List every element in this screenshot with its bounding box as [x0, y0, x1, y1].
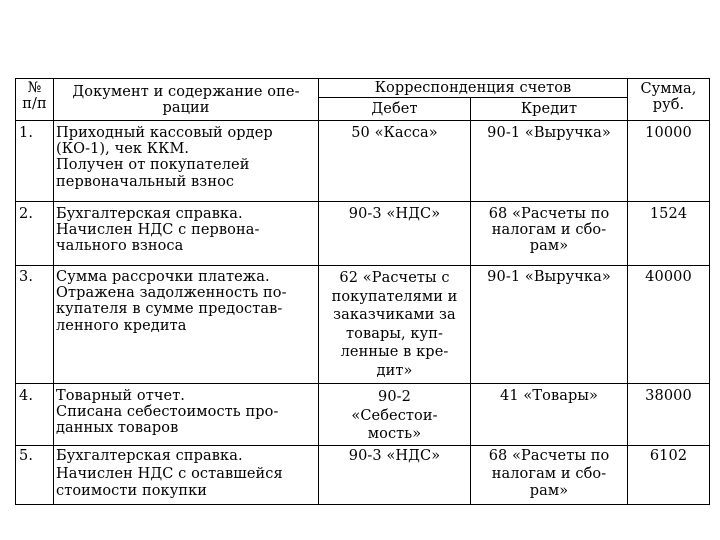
row-debit-line: 50 «Касса»: [351, 125, 438, 141]
row-doc-line: первоначальный взнос: [56, 173, 235, 190]
header-sum-line: Сумма,: [640, 81, 697, 97]
row-5-sum: 6102: [649, 448, 688, 464]
row-debit-line: 90-3 «НДС»: [348, 448, 441, 464]
row-1-debit: [319, 125, 470, 141]
row-doc-line: Приходный кассовый ордер: [56, 125, 273, 141]
table-border-bottom: [15, 504, 710, 505]
row-doc-line: Списана себестоимость про-: [56, 404, 279, 421]
row-2-num: 2.: [19, 206, 34, 222]
header-num-line: №: [27, 80, 42, 96]
row-4-sum: 38000: [645, 388, 692, 404]
header-doc-line: рации: [162, 100, 210, 117]
header-doc: [54, 84, 318, 116]
row-debit-line: 62 «Расчеты с: [339, 270, 450, 286]
row-2-sum: 1524: [649, 206, 688, 222]
row-1-num: 1.: [19, 125, 34, 141]
col-divider: [627, 78, 628, 505]
table-border-top: [15, 78, 710, 79]
row-credit-line: 68 «Расчеты по: [488, 206, 610, 222]
row-4-credit: [471, 388, 627, 404]
row-debit-line: мость»: [367, 426, 422, 442]
row-doc-line: данных товаров: [56, 420, 179, 437]
header-sum: [628, 81, 709, 113]
row-divider: [15, 201, 710, 202]
row-credit-line: 90-1 «Выручка»: [487, 269, 611, 285]
row-divider: [15, 445, 710, 446]
row-5-credit: [471, 448, 627, 501]
row-doc-line: купателя в сумме предостав-: [56, 301, 283, 318]
row-credit-line: 90-1 «Выручка»: [487, 125, 611, 141]
row-debit-line: «Себестои-: [351, 407, 438, 424]
header-doc-line: Документ и содержание опе-: [72, 84, 300, 100]
row-divider: [15, 383, 710, 384]
row-debit-line: покупателями и: [331, 288, 458, 305]
row-4-doc: [56, 388, 279, 437]
row-credit-line: налогам и сбо-: [491, 465, 607, 482]
row-3-credit: [471, 269, 627, 285]
row-credit-line: 68 «Расчеты по: [488, 448, 610, 464]
row-debit-line: 90-3 «НДС»: [348, 206, 441, 222]
row-2-debit: [319, 206, 470, 222]
header-credit: Кредит: [520, 101, 578, 117]
row-3-sum: 40000: [645, 269, 692, 285]
row-doc-line: Бухгалтерская справка.: [56, 206, 243, 222]
row-3-doc: [56, 269, 287, 334]
table-border-left: [15, 78, 16, 505]
row-1-sum: 10000: [645, 125, 692, 141]
row-debit-line: товары, куп-: [346, 325, 443, 342]
row-debit-line: ленные в кре-: [340, 344, 449, 361]
header-num-line: п/п: [22, 96, 47, 113]
row-doc-line: Получен от покупателей: [56, 157, 250, 174]
row-2-credit: [471, 206, 627, 255]
header-sum-line: руб.: [652, 97, 685, 114]
row-debit-line: заказчиками за: [333, 307, 456, 324]
row-doc-line: чального взноса: [56, 238, 184, 255]
row-debit-line: 90-2: [378, 389, 411, 405]
row-doc-line: ленного кредита: [56, 317, 187, 334]
header-corr: Корреспонденция счетов: [374, 80, 572, 96]
row-1-doc: [56, 125, 273, 190]
row-doc-line: Бухгалтерская справка.: [56, 448, 243, 464]
row-doc-line: стоимости покупки: [56, 483, 208, 499]
header-num: [16, 80, 53, 112]
row-credit-line: налогам и сбо-: [491, 222, 607, 239]
row-credit-line: рам»: [529, 483, 569, 499]
table-border-right: [709, 78, 710, 505]
row-doc-line: Начислен НДС с первона-: [56, 222, 260, 239]
row-doc-line: Товарный отчет.: [56, 388, 186, 404]
row-2-doc: [56, 206, 260, 255]
row-4-debit: [319, 388, 470, 444]
row-doc-line: Сумма рассрочки платежа.: [56, 269, 270, 285]
row-doc-line: Отражена задолженность по-: [56, 285, 287, 302]
row-divider: [15, 265, 710, 266]
row-5-debit: [319, 448, 470, 464]
row-4-num: 4.: [19, 388, 34, 404]
col-divider: [53, 78, 54, 505]
row-5-num: 5.: [19, 448, 34, 464]
col-divider: [470, 97, 471, 505]
corr-header-divider: [318, 97, 627, 98]
header-bottom-rule: [15, 120, 710, 121]
row-credit-line: рам»: [529, 238, 569, 255]
row-credit-line: 41 «Товары»: [500, 388, 598, 404]
row-3-num: 3.: [19, 269, 34, 285]
row-doc-line: Начислен НДС с оставшейся: [56, 465, 283, 482]
row-1-credit: [471, 125, 627, 141]
row-3-debit: [319, 269, 470, 381]
row-doc-line: (КО-1), чек ККМ.: [56, 141, 190, 158]
row-5-doc: [56, 448, 283, 501]
accounting-entries-table: [15, 78, 710, 505]
header-debit: Дебет: [371, 101, 418, 117]
row-debit-line: дит»: [376, 362, 413, 379]
